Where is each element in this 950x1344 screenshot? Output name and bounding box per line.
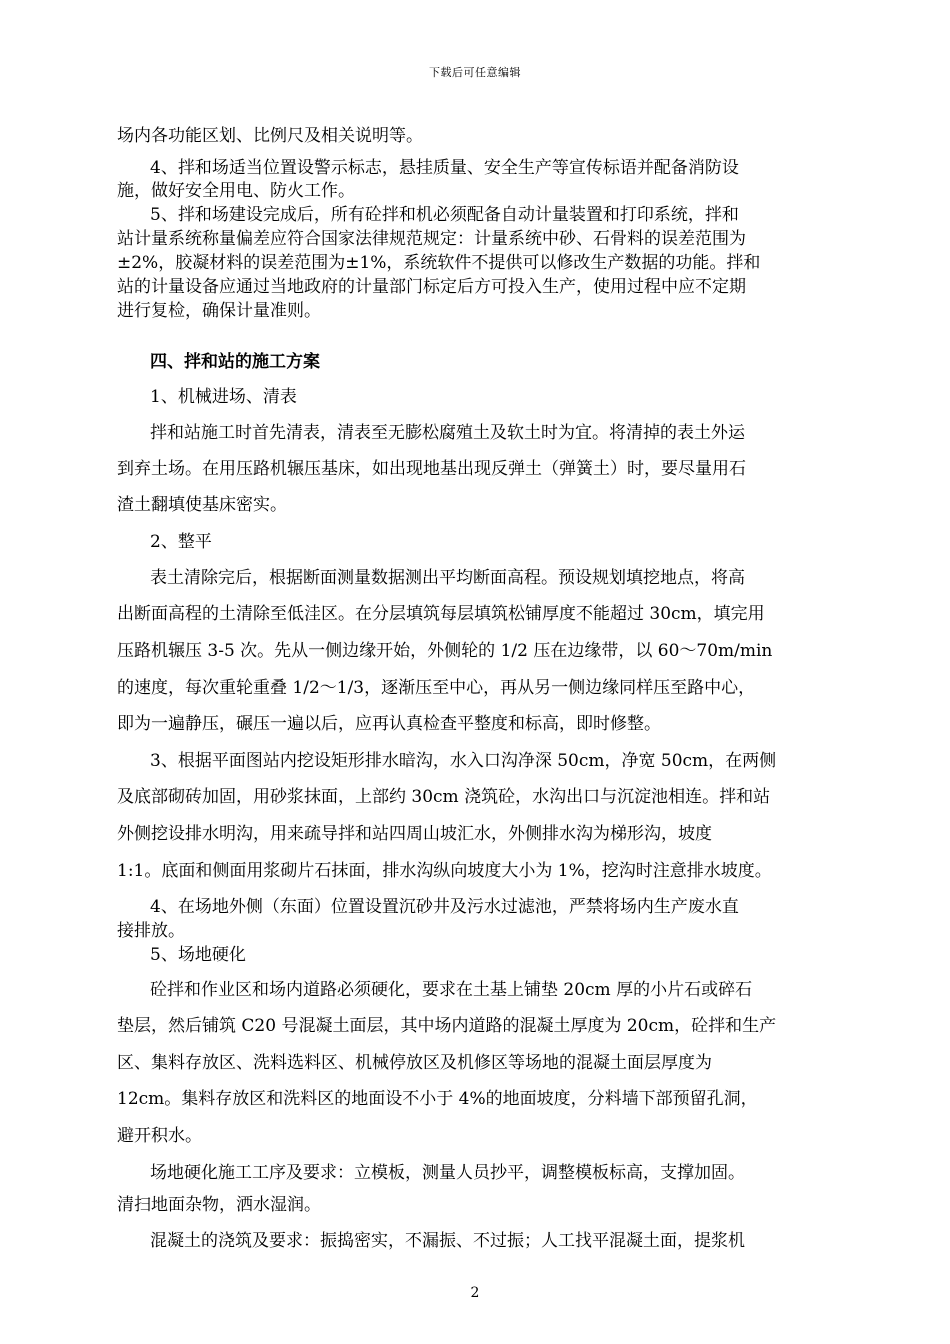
text-line: 砼拌和作业区和场内道路必须硬化，要求在土基上铺垫 20cm 厚的小片石或碎石 <box>150 980 753 1000</box>
text-line: 到弃土场。在用压路机辗压基床，如出现地基出现反弹土（弹簧土）时，要尽量用石 <box>117 459 746 479</box>
text-line: 及底部砌砖加固，用砂浆抹面，上部约 30cm 浇筑砼，水沟出口与沉淀池相连。拌和站 <box>117 787 771 807</box>
text-line: 5、拌和场建设完成后，所有砼拌和机必须配备自动计量装置和打印系统，拌和 <box>150 205 739 225</box>
text-line: 场地硬化施工工序及要求：立模板，测量人员抄平，调整模板标高，支撑加固。 <box>150 1163 745 1183</box>
section-heading: 四、拌和站的施工方案 <box>150 352 320 372</box>
text-line: 站的计量设备应通过当地政府的计量部门标定后方可投入生产，使用过程中应不定期 <box>117 277 746 297</box>
text-line: 拌和站施工时首先清表，清表至无膨松腐殖土及软土时为宜。将清掉的表土外运 <box>150 423 745 443</box>
subheading: 2、整平 <box>150 532 212 552</box>
text-line: 4、拌和场适当位置设警示标志，悬挂质量、安全生产等宣传标语并配备消防设 <box>150 158 739 178</box>
page-number: 2 <box>470 1285 480 1301</box>
text-line: 压路机辗压 3-5 次。先从一侧边缘开始，外侧轮的 1/2 压在边缘带，以 60～70m/min <box>117 641 773 661</box>
text-line: 表土清除完后，根据断面测量数据测出平均断面高程。预设规划填挖地点，将高 <box>150 568 745 588</box>
text-line: 站计量系统称量偏差应符合国家法律规范规定：计量系统中砂、石骨料的误差范围为 <box>117 229 746 249</box>
text-line: 进行复检，确保计量准则。 <box>117 301 321 321</box>
text-line: 区、集料存放区、洗料选料区、机械停放区及机修区等场地的混凝土面层厚度为 <box>117 1053 712 1073</box>
text-line: 施，做好安全用电、防火工作。 <box>117 181 355 201</box>
text-line: 即为一遍静压，碾压一遍以后，应再认真检查平整度和标高，即时修整。 <box>117 714 661 734</box>
text-line: 垫层，然后铺筑 C20 号混凝土面层，其中场内道路的混凝土厚度为 20cm，砼拌和生产 <box>117 1016 777 1036</box>
text-line: 3、根据平面图站内挖设矩形排水暗沟，水入口沟净深 50cm，净宽 50cm，在两侧 <box>150 751 777 771</box>
text-line: 场内各功能区划、比例尺及相关说明等。 <box>117 126 423 146</box>
text-line: 12cm。集料存放区和洗料区的地面设不小于 4%的地面坡度，分料墙下部预留孔洞， <box>117 1089 758 1109</box>
text-line: ±2%，胶凝材料的误差范围为±1%，系统软件不提供可以修改生产数据的功能。拌和 <box>117 253 761 273</box>
text-line: 避开积水。 <box>117 1126 202 1146</box>
page-header: 下载后可任意编辑 <box>429 66 521 79</box>
text-line: 渣土翻填使基床密实。 <box>117 495 287 515</box>
subheading: 5、场地硬化 <box>150 945 246 965</box>
subheading: 1、机械进场、清表 <box>150 387 297 407</box>
text-line: 混凝土的浇筑及要求：振捣密实，不漏振、不过振；人工找平混凝土面，提浆机 <box>150 1231 745 1251</box>
text-line: 外侧挖设排水明沟，用来疏导拌和站四周山坡汇水，外侧排水沟为梯形沟，坡度 <box>117 824 712 844</box>
text-line: 接排放。 <box>117 921 185 941</box>
text-line: 1:1。底面和侧面用浆砌片石抹面，排水沟纵向坡度大小为 1%，挖沟时注意排水坡度。 <box>117 861 772 881</box>
text-line: 出断面高程的土清除至低洼区。在分层填筑每层填筑松铺厚度不能超过 30cm，填完用 <box>117 604 765 624</box>
text-line: 4、在场地外侧（东面）位置设置沉砂井及污水过滤池，严禁将场内生产废水直 <box>150 897 739 917</box>
text-line: 清扫地面杂物，洒水湿润。 <box>117 1195 321 1215</box>
text-line: 的速度，每次重轮重叠 1/2～1/3，逐渐压至中心，再从另一侧边缘同样压至路中心， <box>117 678 756 698</box>
